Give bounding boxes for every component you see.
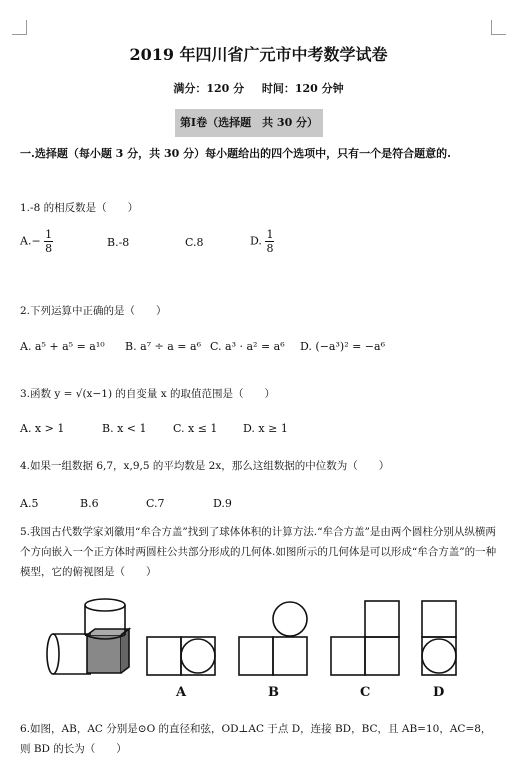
option-d-label: D. — [250, 234, 262, 248]
question-4-option-c: C.7 — [146, 497, 165, 510]
question-1-option-a — [20, 228, 53, 255]
fraction-one-eighth: $\frac{1}{8}$ — [45, 228, 53, 255]
section-header: 第Ⅰ卷（选择题 共 30 分） — [175, 109, 323, 137]
fraction-one-eighth: $\frac{1}{8}$ — [266, 228, 274, 255]
figure-label-d: D — [433, 685, 445, 700]
question-3-option-d: D. x ≥ 1 — [243, 422, 288, 435]
question-2-stem: 2.下列运算中正确的是（ ） — [20, 305, 167, 317]
question-1-stem: 1.-8 的相反数是（ ） — [20, 202, 139, 214]
question-2-option-a: A. a⁵ + a⁵ = a¹⁰ — [20, 340, 105, 353]
question-1-option-d — [250, 228, 274, 255]
option-c-view — [331, 601, 399, 675]
exam-title: 2019 年四川省广元市中考数学试卷 — [129, 45, 388, 64]
question-2-option-c: C. a³ · a² = a⁶ — [210, 340, 285, 353]
geometry-figure — [45, 597, 465, 707]
option-a-label: A.− — [20, 234, 41, 248]
question-5-figure — [45, 597, 465, 707]
question-4-stem: 4.如果一组数据 6,7，x,9,5 的平均数是 2x，那么这组数据的中位数为（ ） — [20, 460, 390, 472]
page-corner-mark-right — [491, 20, 506, 35]
question-4-option-d: D.9 — [213, 497, 232, 510]
question-2-option-d: D. (−a³)² = −a⁶ — [300, 340, 385, 353]
question-4-option-a: A.5 — [20, 497, 39, 510]
solid-model-drawing — [47, 599, 129, 674]
score-info: 满分：120 分 — [173, 82, 245, 95]
question-3-option-a: A. x > 1 — [20, 422, 65, 435]
question-3-stem: 3.函数 y = √(x−1) 的自变量 x 的取值范围是（ ） — [20, 388, 275, 400]
question-2-option-b: B. a⁷ ÷ a = a⁶ — [125, 340, 201, 353]
time-info: 时间：120 分钟 — [261, 82, 344, 95]
question-1-option-b: B.-8 — [107, 236, 130, 249]
question-4-option-b: B.6 — [80, 497, 99, 510]
question-5-stem: 5.我国古代数学家刘徽用“牟合方盖”找到了球体体积的计算方法.“牟合方盖”是由两个圆柱分别从纵横两个方向嵌入一个正方体时两圆柱公共部分形成的几何体.如图所示的几何体是可以形成“牟合方盖”的一种模型，它的俯视图是（ ） — [20, 526, 497, 578]
option-b-view — [239, 602, 307, 675]
page-corner-mark-left — [12, 20, 27, 35]
question-1-option-c: C.8 — [185, 236, 204, 249]
exam-meta — [0, 80, 517, 96]
question-3-option-b: B. x < 1 — [102, 422, 147, 435]
figure-label-c: C — [360, 685, 371, 700]
figure-label-a: A — [176, 685, 187, 700]
question-3-option-c: C. x ≤ 1 — [173, 422, 218, 435]
section-instructions: 一.选择题（每小题 3 分，共 30 分）每小题给出的四个选项中，只有一个是符合题意的. — [20, 147, 451, 160]
option-a-view — [147, 637, 215, 675]
figure-label-b: B — [268, 685, 279, 700]
option-d-view — [422, 601, 456, 675]
question-6-stem: 6.如图，AB，AC 分别是⊙O 的直径和弦，OD⊥AC 于点 D，连接 BD，BC，且 AB=10，AC=8，则 BD 的长为（ ） — [20, 723, 492, 755]
